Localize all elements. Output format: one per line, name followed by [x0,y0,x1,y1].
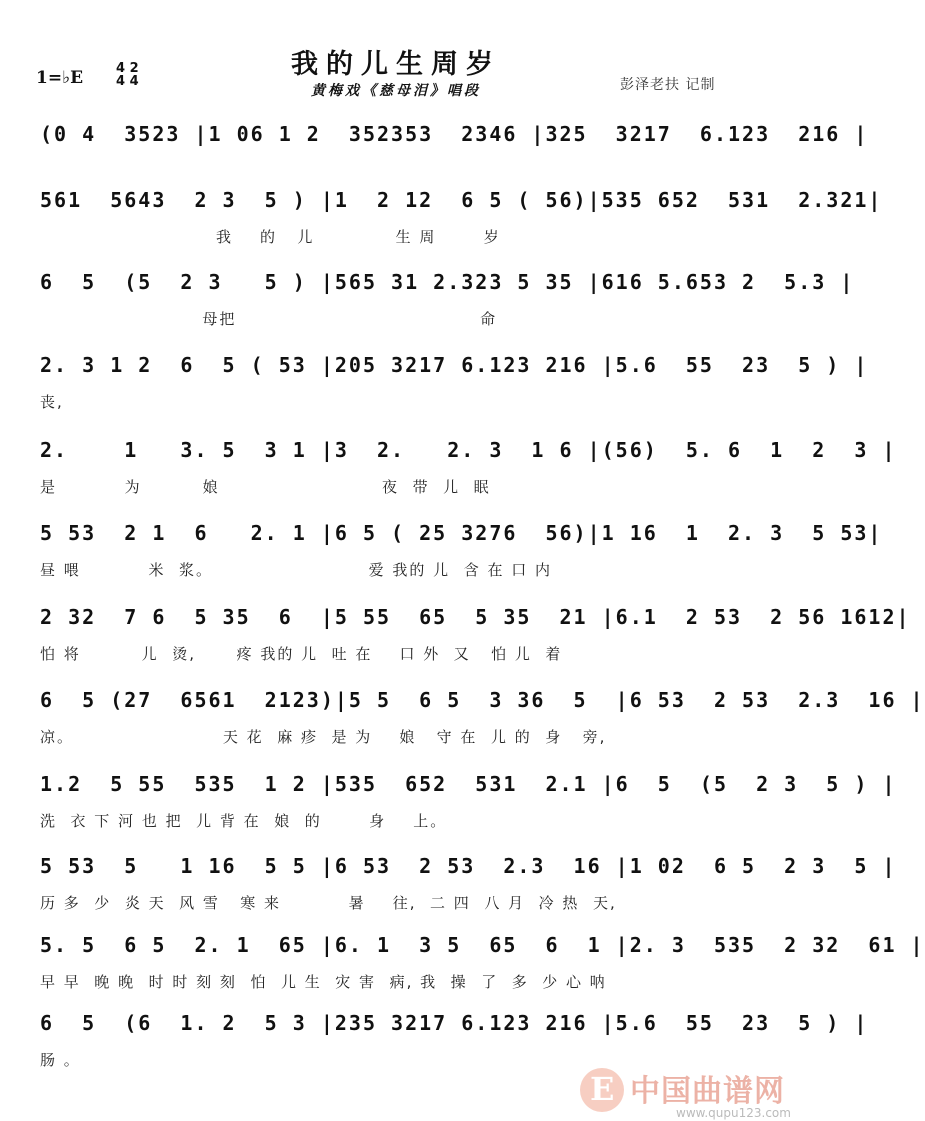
notation-line: 2. 3 1 2 6 5 ( 53 |205 3217 6.123 216 |5.6 55 23 5 ) | [40,353,869,377]
key-signature: 1=♭E [36,68,84,88]
score-system [30,925,925,1009]
time-signature-top: 4 2 [116,61,139,76]
lyrics-line: 我 的 儿 生 周 岁 [40,228,501,246]
score-system [30,846,897,930]
notation-line: 5 53 2 1 6 2. 1 |6 5 ( 25 3276 56)|1 16 1 2. 3 5 53| [40,521,883,545]
lyrics-line: 丧, [40,393,64,411]
notation-line: (0 4 3523 |1 06 1 2 352353 2346 |325 3217 6.123 216 | [40,122,869,146]
site-logo-letter: E [590,1070,615,1108]
notation-line: 1.2 5 55 535 1 2 |535 652 531 2.1 |6 5 (5 2 3 5 ) | [40,772,897,796]
song-title: 我的儿生周岁 [291,49,501,80]
arranger-credit: 彭泽老扶 记制 [620,77,716,93]
notation-line: 6 5 (5 2 3 5 ) |565 31 2.323 5 35 |616 5.653 2 5.3 | [40,270,855,294]
notation-line: 6 5 (6 1. 2 5 3 |235 3217 6.123 216 |5.6 55 23 5 ) | [40,1011,869,1035]
notation-line: 5. 5 6 5 2. 1 65 |6. 1 3 5 65 6 1 |2. 3 535 2 32 61 | [40,933,925,957]
site-url: www.qupu123.com [676,1106,791,1120]
song-subtitle: 黄梅戏《慈母泪》唱段 [311,83,481,99]
notation-line: 5 53 5 1 16 5 5 |6 53 2 53 2.3 16 |1 02 6 5 2 3 5 | [40,854,897,878]
score-system [30,513,883,597]
lyrics-line: 母把 命 [40,310,498,328]
time-signature-bottom: 4 4 [116,74,139,89]
lyrics-line: 怕 将 儿 烫, 疼 我的 儿 吐 在 口 外 又 怕 儿 着 [40,645,563,663]
lyrics-line: 昼 喂 米 浆。 爱 我的 儿 含 在 口 内 [40,561,553,579]
score-system [30,680,925,764]
score-system [30,180,883,264]
score-system [30,262,855,346]
score-system [30,597,911,681]
site-watermark [580,1066,790,1121]
notation-line: 2. 1 3. 5 3 1 |3 2. 2. 3 1 6 |(56) 5. 6 1 2 3 | [40,438,897,462]
notation-line: 561 5643 2 3 5 ) |1 2 12 6 5 ( 56)|535 652 531 2.321| [40,188,883,212]
score-system [30,345,869,429]
lyrics-line: 历 多 少 炎 天 风 雪 寒 来 暑 往, 二 四 八 月 冷 热 天, [40,894,617,912]
score-system [30,430,897,514]
lyrics-line: 凉。 天 花 麻 疹 是 为 娘 守 在 儿 的 身 旁, [40,728,607,746]
lyrics-line: 肠 。 [40,1051,81,1069]
lyrics-line: 是 为 娘 夜 带 儿 眠 [40,478,491,496]
site-name: 中国曲谱网 [630,1074,785,1109]
lyrics-line: 洗 衣 下 河 也 把 儿 背 在 娘 的 身 上。 [40,812,448,830]
score-system [30,764,897,848]
notation-line: 2 32 7 6 5 35 6 |5 55 65 5 35 21 |6.1 2 53 2 56 1612| [40,605,911,629]
notation-line: 6 5 (27 6561 2123)|5 5 6 5 3 36 5 |6 53 2 53 2.3 16 | [40,688,925,712]
lyrics-line: 早 早 晚 晚 时 时 刻 刻 怕 儿 生 灾 害 病, 我 操 了 多 少 心 呐 [40,973,607,991]
